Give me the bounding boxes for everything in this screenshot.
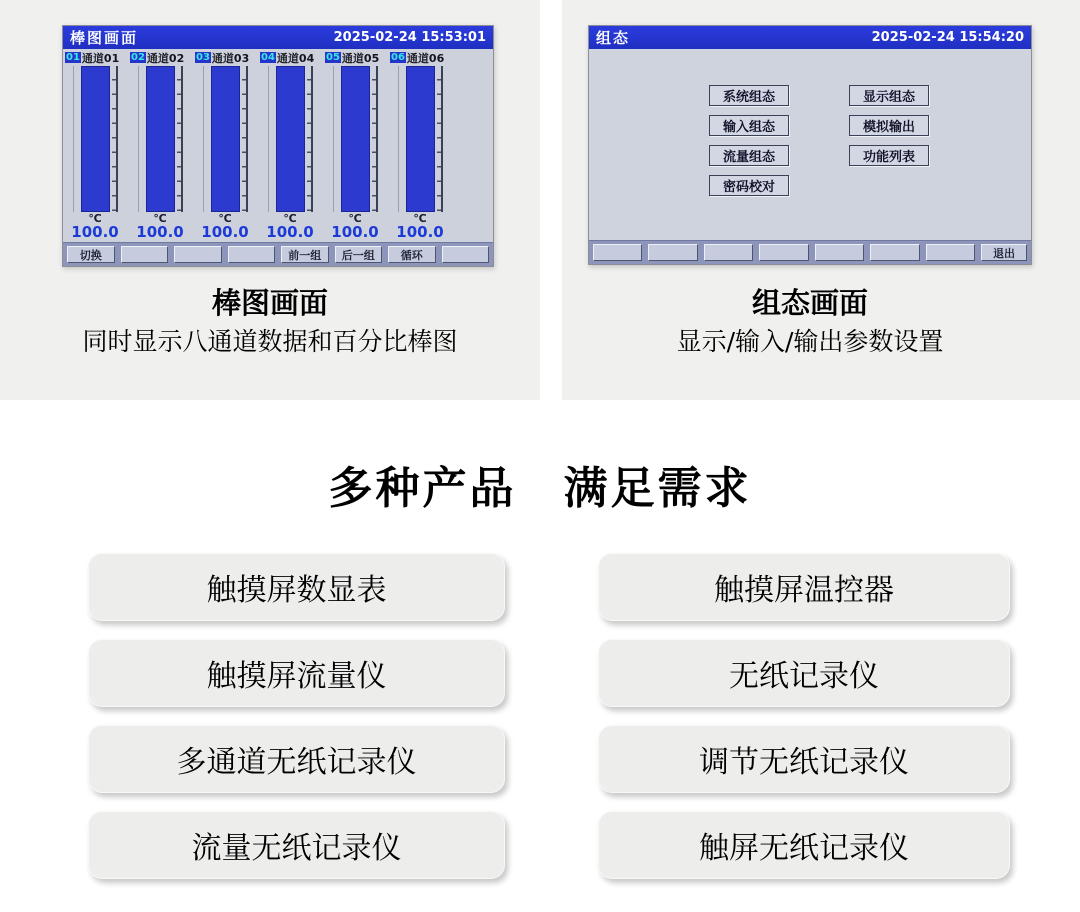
toolbar-button-empty[interactable] bbox=[759, 244, 808, 261]
toolbar-button-empty[interactable] bbox=[704, 244, 753, 261]
channel-number-badge: 05 bbox=[326, 52, 340, 63]
bar bbox=[81, 66, 110, 212]
bar bbox=[406, 66, 435, 212]
channel-column bbox=[65, 50, 125, 241]
channel-value: 100.0 bbox=[396, 223, 444, 241]
toolbar-button-empty[interactable] bbox=[870, 244, 919, 261]
toolbar-button-empty[interactable] bbox=[121, 246, 169, 263]
exit-button[interactable]: 退出 bbox=[981, 244, 1027, 261]
left-caption bbox=[0, 286, 540, 357]
channel-label bbox=[130, 50, 184, 65]
bar-ruler bbox=[177, 66, 183, 212]
channel-value: 100.0 bbox=[71, 223, 119, 241]
cycle-button[interactable]: 循环 bbox=[388, 246, 436, 263]
bar bbox=[341, 66, 370, 212]
toolbar-button-empty[interactable] bbox=[648, 244, 697, 261]
channel-number-badge: 01 bbox=[66, 52, 80, 63]
system-config-button[interactable]: 系统组态 bbox=[709, 85, 789, 106]
product-button-flow-paperless-recorder[interactable]: 流量无纸记录仪 bbox=[88, 811, 505, 879]
display-config-button[interactable]: 显示组态 bbox=[849, 85, 929, 106]
channel-unit: ℃ bbox=[283, 212, 297, 225]
channels-row bbox=[63, 49, 493, 241]
channel-number-badge: 02 bbox=[131, 52, 145, 63]
switch-button[interactable]: 切换 bbox=[67, 246, 115, 263]
config-titlebar bbox=[589, 26, 1031, 49]
bar-graph-titlebar bbox=[63, 26, 493, 49]
next-group-button[interactable]: 后一组 bbox=[335, 246, 383, 263]
bar-ruler bbox=[307, 66, 313, 212]
channel-unit: ℃ bbox=[413, 212, 427, 225]
channel-label bbox=[260, 50, 314, 65]
channel-value: 100.0 bbox=[136, 223, 184, 241]
left-caption-title: 棒图画面 bbox=[211, 286, 328, 320]
screen-title: 组态 bbox=[596, 29, 631, 47]
toolbar-button-empty[interactable] bbox=[593, 244, 642, 261]
input-config-button[interactable]: 输入组态 bbox=[709, 115, 789, 136]
channel-unit: ℃ bbox=[153, 212, 167, 225]
product-button-touchscreen-paperless-recorder[interactable]: 触屏无纸记录仪 bbox=[598, 811, 1010, 879]
channel-unit: ℃ bbox=[88, 212, 102, 225]
config-toolbar bbox=[589, 240, 1031, 264]
channel-column bbox=[130, 50, 190, 241]
config-menu-left-column bbox=[709, 85, 789, 196]
toolbar-button-empty[interactable] bbox=[926, 244, 975, 261]
channel-column bbox=[325, 50, 385, 241]
bar-frame bbox=[203, 66, 248, 212]
bar-frame bbox=[138, 66, 183, 212]
toolbar-button-empty[interactable] bbox=[228, 246, 276, 263]
toolbar-button-empty[interactable] bbox=[815, 244, 864, 261]
password-check-button[interactable]: 密码校对 bbox=[709, 175, 789, 196]
screen-timestamp: 2025-02-24 15:54:20 bbox=[871, 30, 1024, 45]
channel-unit: ℃ bbox=[348, 212, 362, 225]
product-button-regulating-paperless-recorder[interactable]: 调节无纸记录仪 bbox=[598, 725, 1010, 793]
right-caption bbox=[540, 286, 1080, 357]
config-menu-right-column bbox=[849, 85, 929, 166]
screen-timestamp: 2025-02-24 15:53:01 bbox=[333, 30, 486, 45]
channel-label bbox=[390, 50, 444, 65]
function-list-button[interactable]: 功能列表 bbox=[849, 145, 929, 166]
config-screen bbox=[588, 25, 1032, 265]
bar-graph-screen bbox=[62, 25, 494, 267]
bar-ruler bbox=[437, 66, 443, 212]
toolbar-button-empty[interactable] bbox=[442, 246, 490, 263]
channel-column bbox=[260, 50, 320, 241]
prev-group-button[interactable]: 前一组 bbox=[281, 246, 329, 263]
channel-value: 100.0 bbox=[331, 223, 379, 241]
channel-name: 通道06 bbox=[406, 51, 445, 65]
right-caption-subtitle: 显示/输入/输出参数设置 bbox=[676, 327, 944, 356]
product-button-touch-flow-meter[interactable]: 触摸屏流量仪 bbox=[88, 639, 505, 707]
product-button-multichannel-paperless-recorder[interactable]: 多通道无纸记录仪 bbox=[88, 725, 505, 793]
channel-name: 通道04 bbox=[276, 51, 315, 65]
bar-frame bbox=[268, 66, 313, 212]
products-grid bbox=[88, 553, 1010, 879]
channel-name: 通道03 bbox=[211, 51, 250, 65]
config-body bbox=[589, 49, 1031, 242]
channel-name: 通道02 bbox=[146, 51, 185, 65]
channel-label bbox=[195, 50, 249, 65]
bar-graph-toolbar bbox=[63, 242, 493, 266]
product-button-paperless-recorder[interactable]: 无纸记录仪 bbox=[598, 639, 1010, 707]
flow-config-button[interactable]: 流量组态 bbox=[709, 145, 789, 166]
channel-label bbox=[325, 50, 379, 65]
channel-value: 100.0 bbox=[201, 223, 249, 241]
channel-name: 通道01 bbox=[81, 51, 120, 65]
bar bbox=[211, 66, 240, 212]
channel-number-badge: 06 bbox=[391, 52, 405, 63]
bar-ruler bbox=[372, 66, 378, 212]
screen-title: 棒图画面 bbox=[70, 29, 139, 47]
channel-number-badge: 04 bbox=[261, 52, 275, 63]
channel-column bbox=[195, 50, 255, 241]
left-caption-subtitle: 同时显示八通道数据和百分比棒图 bbox=[82, 327, 458, 356]
channel-label bbox=[65, 50, 119, 65]
channel-unit: ℃ bbox=[218, 212, 232, 225]
bar-frame bbox=[398, 66, 443, 212]
toolbar-button-empty[interactable] bbox=[174, 246, 222, 263]
bar-graph-body bbox=[63, 49, 493, 244]
analog-output-button[interactable]: 模拟输出 bbox=[849, 115, 929, 136]
bar bbox=[146, 66, 175, 212]
bar-frame bbox=[73, 66, 118, 212]
channel-column bbox=[390, 50, 450, 241]
bar bbox=[276, 66, 305, 212]
channel-number-badge: 03 bbox=[196, 52, 210, 63]
product-button-touch-digital-display[interactable]: 触摸屏数显表 bbox=[88, 553, 505, 621]
product-button-touch-temp-controller[interactable]: 触摸屏温控器 bbox=[598, 553, 1010, 621]
bar-ruler bbox=[112, 66, 118, 212]
section-heading: 多种产品 满足需求 bbox=[328, 463, 752, 514]
bar-ruler bbox=[242, 66, 248, 212]
channel-value: 100.0 bbox=[266, 223, 314, 241]
channel-name: 通道05 bbox=[341, 51, 380, 65]
right-caption-title: 组态画面 bbox=[751, 286, 868, 320]
bar-frame bbox=[333, 66, 378, 212]
